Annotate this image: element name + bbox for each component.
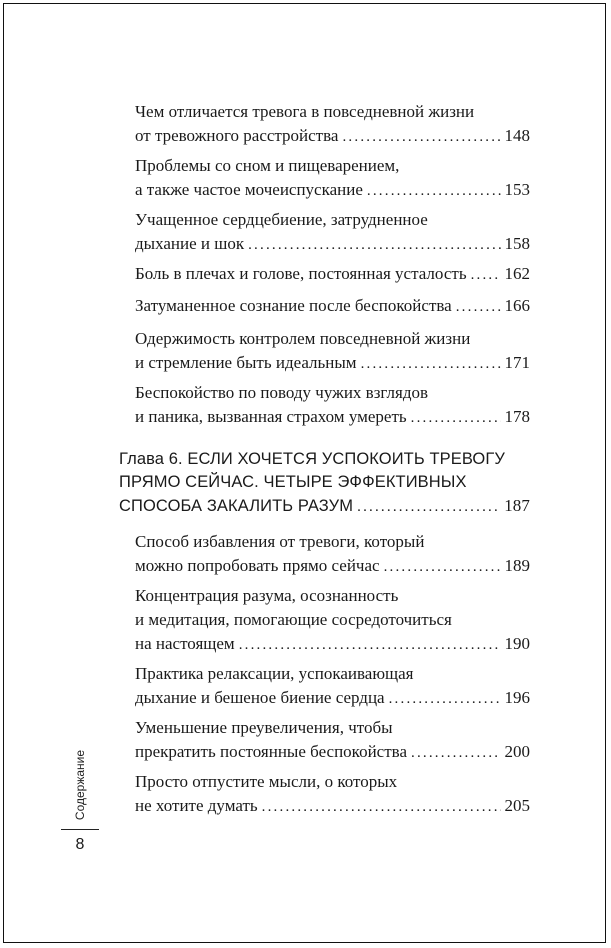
toc-entry-last-line — [135, 554, 530, 579]
toc-entry-line: Чем отличается тревога в повседневной жизни — [135, 102, 475, 121]
dot-leader — [361, 352, 501, 376]
toc-page-number: 200 — [504, 742, 530, 761]
toc-entry-last-line — [135, 405, 530, 430]
toc-page-number: 148 — [504, 126, 530, 145]
dot-leader — [411, 741, 501, 765]
toc-entry-title: Боль в плечах и голове, постоянная усталость — [135, 264, 467, 283]
toc-entry-title: СПОСОБА ЗАКАЛИТЬ РАЗУМ — [119, 497, 354, 515]
dot-leader — [342, 125, 500, 149]
toc-entry-title: дыхание и бешеное биение сердца — [135, 688, 385, 707]
toc-page-number: 205 — [504, 796, 530, 815]
toc-entry-title: можно попробовать прямо сейчас — [135, 556, 380, 575]
toc-page-number: 166 — [504, 296, 530, 315]
toc-entry — [135, 770, 530, 819]
dot-leader — [357, 496, 500, 519]
page-number: 8 — [75, 836, 85, 853]
toc-entry-title: а также частое мочеиспускание — [135, 180, 363, 199]
toc-entry-title: и паника, вызванная страхом умереть — [135, 407, 407, 426]
toc-entry — [135, 262, 530, 287]
toc-page-number: 153 — [504, 180, 530, 199]
dot-leader — [456, 295, 501, 319]
toc-entry-last-line — [135, 632, 530, 657]
toc-page-number: 178 — [504, 407, 530, 426]
toc-entry-line: Одержимость контролем повседневной жизни — [135, 329, 471, 348]
toc-page-number: 189 — [504, 556, 530, 575]
toc-entry-line: Просто отпустите мысли, о которых — [135, 772, 398, 791]
toc-entry-line: Проблемы со сном и пищеварением, — [135, 156, 400, 175]
toc-entry — [135, 662, 530, 711]
toc-entry-title: Затуманенное сознание после беспокойства — [135, 296, 452, 315]
toc-entry-title: дыхание и шок — [135, 234, 245, 253]
dot-leader — [239, 633, 501, 657]
toc-entry — [135, 327, 530, 376]
toc-entry — [135, 530, 530, 579]
toc-entry-line: ПРЯМО СЕЙЧАС. ЧЕТЫРЕ ЭФФЕКТИВНЫХ — [119, 473, 467, 491]
toc-entry-last-line — [135, 351, 530, 376]
toc-entry-title: прекратить постоянные беспокойства — [135, 742, 407, 761]
toc-entry — [135, 208, 530, 257]
toc-entry — [135, 381, 530, 430]
toc-page-number: 187 — [504, 496, 530, 515]
toc-page-number: 171 — [504, 353, 530, 372]
toc-entry-title: и стремление быть идеальным — [135, 353, 357, 372]
toc-entry-last-line — [135, 124, 530, 149]
dot-leader — [411, 406, 501, 430]
dot-leader — [248, 233, 500, 257]
toc-entry-last-line — [135, 740, 530, 765]
toc-entry-last-line — [135, 686, 530, 711]
toc-entry-last-line — [135, 232, 530, 257]
toc-entry-title: на настоящем — [135, 634, 235, 653]
dot-leader — [384, 555, 501, 579]
toc-entry-line: Учащенное сердцебиение, затрудненное — [135, 210, 428, 229]
dot-leader — [471, 263, 501, 287]
toc-entry-last-line — [135, 178, 530, 203]
toc-entry — [135, 716, 530, 765]
dot-leader — [367, 179, 501, 203]
section-label-text: Содержание — [73, 749, 87, 821]
toc-entry-last-line — [135, 794, 530, 819]
toc-entry-line: Глава 6. ЕСЛИ ХОЧЕТСЯ УСПОКОИТЬ ТРЕВОГУ — [119, 450, 505, 468]
toc-entry-line: Беспокойство по поводу чужих взглядов — [135, 383, 429, 402]
toc-page-number: 158 — [504, 234, 530, 253]
toc-entry — [135, 294, 530, 319]
toc-entry-last-line — [135, 294, 530, 319]
toc-page-number: 162 — [504, 264, 530, 283]
dot-leader — [389, 687, 501, 711]
toc-entry-line: Концентрация разума, осознанность — [135, 586, 399, 605]
toc-page-number: 190 — [504, 634, 530, 653]
toc-entry-line: Практика релаксации, успокаивающая — [135, 664, 414, 683]
toc-entry — [135, 100, 530, 149]
toc-entry — [135, 154, 530, 203]
toc-entry-line: и медитация, помогающие сосредоточиться — [135, 610, 452, 629]
toc-entry-title: не хотите думать — [135, 796, 258, 815]
toc-entry-last-line — [119, 494, 530, 519]
toc-entry-last-line — [135, 262, 530, 287]
toc-entry-line: Способ избавления от тревоги, который — [135, 532, 425, 551]
dot-leader — [262, 795, 501, 819]
chapter-heading — [119, 448, 530, 519]
toc-entry-title: от тревожного расстройства — [135, 126, 339, 145]
toc-page-number: 196 — [504, 688, 530, 707]
toc-entry-line: Уменьшение преувеличения, чтобы — [135, 718, 393, 737]
toc-entry — [135, 584, 530, 657]
footer-divider — [61, 829, 99, 830]
section-label — [66, 745, 94, 825]
